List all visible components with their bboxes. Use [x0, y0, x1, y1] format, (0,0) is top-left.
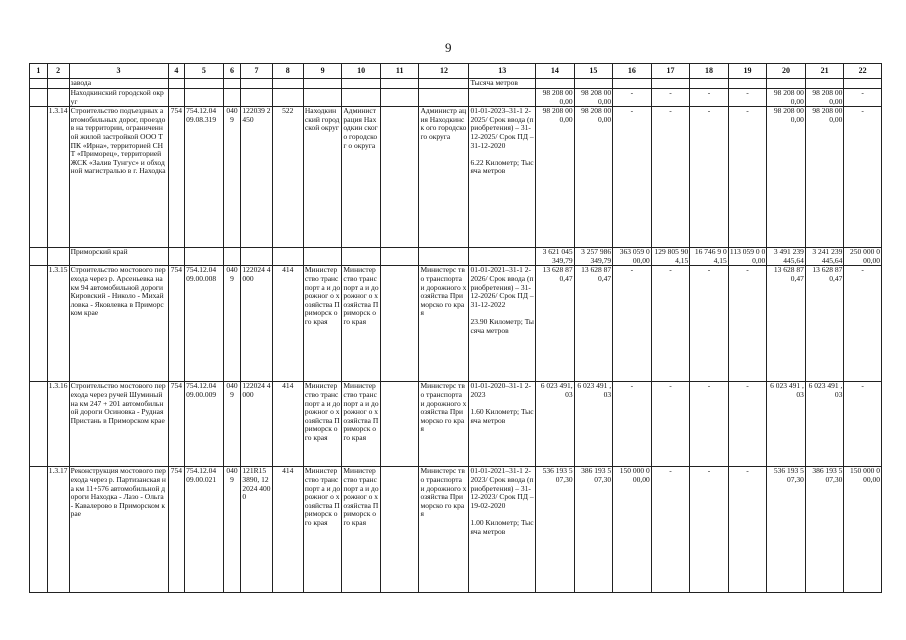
- table-cell-col-7: 122024 4000: [241, 266, 272, 382]
- table-cell-col-11: [380, 89, 419, 107]
- table-cell-col-21: 98 208 00 0,00: [805, 89, 844, 107]
- table-cell-col-12: [419, 248, 469, 266]
- header-cell: 19: [728, 64, 767, 79]
- table-cell-col-20: 98 208 00 0,00: [767, 107, 806, 248]
- table-cell-col-9: Министер ство транспорт а и дорожног о хозяйства Приморск ого края: [303, 382, 342, 467]
- table-cell-col-8: [272, 89, 303, 107]
- table-cell-col-18: -: [690, 107, 729, 248]
- table-cell-col-11: [380, 79, 419, 89]
- header-cell: 18: [690, 64, 729, 79]
- table-cell-col-15: 98 208 00 0,00: [574, 89, 613, 107]
- table-cell-col-17: -: [651, 382, 690, 467]
- table-row: [30, 79, 882, 89]
- table-cell-col-1: [30, 467, 48, 593]
- table-cell-col-20: 98 208 00 0,00: [767, 89, 806, 107]
- table-cell-col-22: -: [844, 89, 882, 107]
- table-cell-col-22: 250 000 0 00,00: [844, 248, 882, 266]
- header-cell: 14: [536, 64, 575, 79]
- table-cell-col-16: 363 059 0 00,00: [613, 248, 652, 266]
- table-cell-col-18: 16 746 9 04,15: [690, 248, 729, 266]
- table-cell-col-14: 98 208 00 0,00: [536, 107, 575, 248]
- table-cell-col-10: Министер ство транспорт а и дорожног о хозяйства Приморск ого края: [342, 467, 381, 593]
- table-cell-col-19: [728, 79, 767, 89]
- table-cell-col-16: 150 000 0 00,00: [613, 467, 652, 593]
- header-cell: 9: [303, 64, 342, 79]
- table-cell-col-15: 3 257 986 349,79: [574, 248, 613, 266]
- page-number: 9: [445, 40, 452, 55]
- table-cell-col-3: завода: [69, 79, 168, 89]
- header-cell: 21: [805, 64, 844, 79]
- table-cell-col-22: -: [844, 107, 882, 248]
- table-cell-col-17: -: [651, 107, 690, 248]
- table-cell-col-14: 6 023 491, 03: [536, 382, 575, 467]
- table-cell-col-16: -: [613, 107, 652, 248]
- table-cell-col-5: 754.12.04 09.08.319: [185, 107, 224, 248]
- table-cell-col-18: [690, 79, 729, 89]
- table-cell-col-14: 3 621 045 349,79: [536, 248, 575, 266]
- table-cell-col-10: Министер ство транспорт а и дорожног о хозяйства Приморск ого края: [342, 382, 381, 467]
- table-cell-col-6: 0409: [223, 467, 241, 593]
- table-cell-col-3: Приморский край: [69, 248, 168, 266]
- table-cell-col-1: [30, 79, 48, 89]
- table-cell-col-19: -: [728, 467, 767, 593]
- table-cell-col-3: Находкинский городской округ: [69, 89, 168, 107]
- table-cell-col-11: [380, 467, 419, 593]
- table-cell-col-4: [168, 248, 185, 266]
- table-cell-col-1: [30, 266, 48, 382]
- table-cell-col-8: [272, 79, 303, 89]
- table-cell-col-5: [185, 89, 224, 107]
- table-cell-col-6: 0409: [223, 107, 241, 248]
- table-cell-col-7: 121R15 3890, 122024 4000: [241, 467, 272, 593]
- header-cell: 4: [168, 64, 185, 79]
- table-cell-col-8: 414: [272, 467, 303, 593]
- table-cell-col-1: [30, 107, 48, 248]
- table-cell-col-13: 01-01-2021–31-1 2-2026/ Срок ввода (приобретения) – 31-12-2026/ Срок ПД – 31-12-2022 23.90 Километр; Тысяча метров: [469, 266, 536, 382]
- table-cell-col-20: 3 491 239 445,64: [767, 248, 806, 266]
- table-cell-col-9: [303, 89, 342, 107]
- table-cell-col-3: Строительство подъездных автомобильных дорог, проездов на территории, ограниченной жилой застройкой ООО ТПК «Ирна», территорией СНТ «Приморец», территорией ЖСК «Залив Тунгус» и обходной магистралью в г. Находка: [69, 107, 168, 248]
- table-row: [30, 382, 882, 467]
- header-cell: 20: [767, 64, 806, 79]
- table-cell-col-17: -: [651, 89, 690, 107]
- table-cell-col-11: [380, 382, 419, 467]
- table-cell-col-13: Тысяча метров: [469, 79, 536, 89]
- table-cell-col-9: Министер ство транспорт а и дорожног о хозяйства Приморск ого края: [303, 266, 342, 382]
- table-row: [30, 107, 882, 248]
- table-cell-col-2: [47, 89, 69, 107]
- table-cell-col-13: [469, 248, 536, 266]
- table-cell-col-21: 3 241 239 445,64: [805, 248, 844, 266]
- table-cell-col-16: [613, 79, 652, 89]
- table-cell-col-12: Министерс тво транспорта и дорожного хозяйства Приморско го края: [419, 467, 469, 593]
- table-cell-col-5: 754.12.04 09.00.021: [185, 467, 224, 593]
- table-cell-col-9: [303, 79, 342, 89]
- table-cell-col-5: 754.12.04 09.00.009: [185, 382, 224, 467]
- table-cell-col-13: [469, 89, 536, 107]
- table-cell-col-14: 536 193 5 07,30: [536, 467, 575, 593]
- table-cell-col-15: 386 193 5 07,30: [574, 467, 613, 593]
- table-cell-col-19: -: [728, 107, 767, 248]
- table-cell-col-4: 754: [168, 107, 185, 248]
- table-cell-col-4: 754: [168, 266, 185, 382]
- table-cell-col-15: 98 208 00 0,00: [574, 107, 613, 248]
- table-cell-col-10: Министер ство транспорт а и дорожног о хозяйства Приморск ого края: [342, 266, 381, 382]
- table-cell-col-7: 122024 4000: [241, 382, 272, 467]
- table-cell-col-18: -: [690, 266, 729, 382]
- table-cell-col-18: -: [690, 382, 729, 467]
- table-cell-col-18: -: [690, 89, 729, 107]
- table-cell-col-19: -: [728, 382, 767, 467]
- table-cell-col-6: 0409: [223, 266, 241, 382]
- header-row: [30, 64, 882, 79]
- table-cell-col-14: 98 208 00 0,00: [536, 89, 575, 107]
- table-cell-col-7: [241, 248, 272, 266]
- table-row: [30, 467, 882, 593]
- table-cell-col-4: 754: [168, 467, 185, 593]
- header-cell: 5: [185, 64, 224, 79]
- table-cell-col-16: -: [613, 266, 652, 382]
- table-cell-col-2: 1.3.16: [47, 382, 69, 467]
- table-cell-col-2: 1.3.15: [47, 266, 69, 382]
- table-cell-col-8: 414: [272, 266, 303, 382]
- header-cell: 13: [469, 64, 536, 79]
- table-cell-col-8: [272, 248, 303, 266]
- table-cell-col-11: [380, 248, 419, 266]
- table-cell-col-3: Реконструкция мостового перехода через р. Партизанская на км 11+576 автомобильной дороги Находка - Лазо - Ольга - Кавалерово в Приморском крае: [69, 467, 168, 593]
- budget-table: [29, 63, 882, 593]
- table-cell-col-2: 1.3.14: [47, 107, 69, 248]
- header-cell: 3: [69, 64, 168, 79]
- table-cell-col-12: Министерс тво транспорта и дорожного хозяйства Приморско го края: [419, 382, 469, 467]
- table-cell-col-16: -: [613, 89, 652, 107]
- table-cell-col-3: Строительство мостового перехода через р. Арсеньевка на км 94 автомобильной дороги Кировский - Николо - Михайловка - Яковлевка в Приморском крае: [69, 266, 168, 382]
- table-cell-col-10: Админист рация Находкин ского городског о округа: [342, 107, 381, 248]
- table-cell-col-4: [168, 79, 185, 89]
- table-cell-col-6: [223, 79, 241, 89]
- table-cell-col-21: [805, 79, 844, 89]
- table-cell-col-16: -: [613, 382, 652, 467]
- table-cell-col-6: [223, 89, 241, 107]
- table-cell-col-5: [185, 248, 224, 266]
- table-cell-col-3: Строительство мостового перехода через ручей Шуминый на км 247 + 201 автомобильной дороги Осиновка - Рудная Пристань в Приморском крае: [69, 382, 168, 467]
- table-cell-col-14: [536, 79, 575, 89]
- table-cell-col-14: 13 628 87 0,47: [536, 266, 575, 382]
- table-cell-col-11: [380, 107, 419, 248]
- table-cell-col-21: 13 628 87 0,47: [805, 266, 844, 382]
- table-cell-col-9: [303, 248, 342, 266]
- table-cell-col-10: [342, 79, 381, 89]
- header-cell: 1: [30, 64, 48, 79]
- table-cell-col-11: [380, 266, 419, 382]
- table-cell-col-1: [30, 248, 48, 266]
- table-cell-col-15: 13 628 87 0,47: [574, 266, 613, 382]
- table-cell-col-7: [241, 79, 272, 89]
- table-cell-col-6: 0409: [223, 382, 241, 467]
- table-cell-col-20: 536 193 5 07,30: [767, 467, 806, 593]
- header-cell: 7: [241, 64, 272, 79]
- table-cell-col-9: Находкин ский городской округ: [303, 107, 342, 248]
- table-cell-col-2: [47, 248, 69, 266]
- table-cell-col-10: [342, 248, 381, 266]
- table-cell-col-4: [168, 89, 185, 107]
- table-cell-col-1: [30, 89, 48, 107]
- header-cell: 22: [844, 64, 882, 79]
- table-cell-col-12: [419, 79, 469, 89]
- table-cell-col-20: 13 628 87 0,47: [767, 266, 806, 382]
- table-cell-col-17: -: [651, 467, 690, 593]
- table-cell-col-12: [419, 89, 469, 107]
- table-cell-col-21: 98 208 00 0,00: [805, 107, 844, 248]
- table-cell-col-22: 150 000 0 00,00: [844, 467, 882, 593]
- table-cell-col-8: 414: [272, 382, 303, 467]
- table-cell-col-22: [844, 79, 882, 89]
- table-cell-col-6: [223, 248, 241, 266]
- table-cell-col-10: [342, 89, 381, 107]
- table-cell-col-13: 01-01-2021–31-1 2-2023/ Срок ввода (приобретения) – 31-12-2023/ Срок ПД – 19-02-2020 1.00 Километр; Тысяча метров: [469, 467, 536, 593]
- table-cell-col-15: [574, 79, 613, 89]
- table-cell-col-12: Министерс тво транспорта и дорожного хозяйства Приморско го края: [419, 266, 469, 382]
- table-cell-col-17: -: [651, 266, 690, 382]
- table-cell-col-19: 113 059 0 00,00: [729, 247, 766, 265]
- header-cell: 6: [223, 64, 241, 79]
- table-cell-col-17: 129 805 904,15: [651, 248, 690, 266]
- table-cell-col-13: 01-01-2023–31-1 2-2025/ Срок ввода (приобретения) – 31-12-2025/ Срок ПД – 31-12-2020 6.22 Километр; Тысяча метров: [469, 107, 536, 248]
- header-cell: 15: [574, 64, 613, 79]
- table-row: [30, 266, 882, 382]
- table-cell-col-21: 386 193 5 07,30: [805, 467, 844, 593]
- header-cell: 16: [613, 64, 652, 79]
- table-cell-col-19: -: [728, 266, 767, 382]
- table-cell-col-17: [651, 79, 690, 89]
- table-cell-col-5: [185, 79, 224, 89]
- table-cell-col-20: [767, 79, 806, 89]
- table-cell-col-13: 01-01-2020–31-1 2-2023 1.60 Километр; Тысяча метров: [469, 382, 536, 467]
- table-cell-col-15: 6 023 491 ,03: [574, 382, 613, 467]
- table-cell-col-5: 754.12.04 09.00.008: [185, 266, 224, 382]
- header-cell: 11: [380, 64, 419, 79]
- table-cell-col-19: -: [728, 89, 767, 107]
- table-cell-col-1: [30, 382, 48, 467]
- table-cell-col-22: -: [844, 382, 882, 467]
- header-cell: 12: [419, 64, 469, 79]
- table-cell-col-12: Администр ация Находкинск ого городского округа: [419, 107, 469, 248]
- table-cell-col-2: 1.3.17: [47, 467, 69, 593]
- table-cell-col-20: 6 023 491 ,03: [767, 382, 806, 467]
- table-cell-col-2: [47, 79, 69, 89]
- table-cell-col-8: 522: [272, 107, 303, 248]
- table-cell-col-4: 754: [168, 382, 185, 467]
- table-row: [30, 89, 882, 107]
- header-cell: 10: [342, 64, 381, 79]
- header-cell: 8: [272, 64, 303, 79]
- table-cell-col-22: -: [844, 266, 882, 382]
- table-cell-col-9: Министер ство транспорт а и дорожног о хозяйства Приморск ого края: [303, 467, 342, 593]
- table-cell-col-18: -: [690, 467, 729, 593]
- table-cell-col-7: [241, 89, 272, 107]
- table-row: [30, 248, 882, 266]
- table-cell-col-7: 122039 2450: [241, 107, 272, 248]
- table-cell-col-21: 6 023 491 ,03: [805, 382, 844, 467]
- header-cell: 2: [47, 64, 69, 79]
- header-cell: 17: [651, 64, 690, 79]
